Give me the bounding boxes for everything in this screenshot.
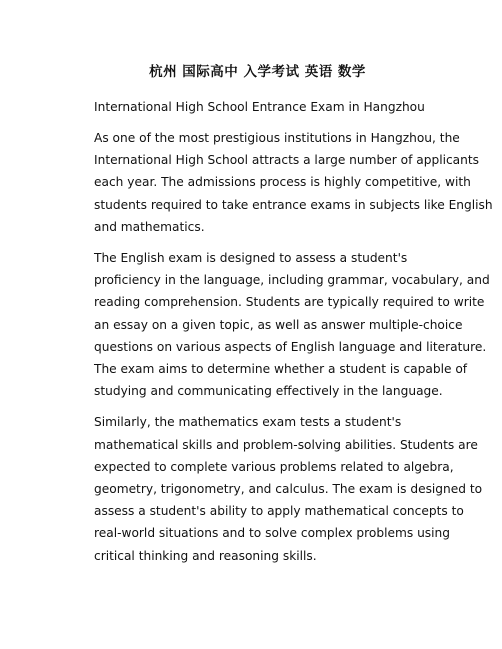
text-line: proficiency in the language, including grammar, vocabulary, and xyxy=(94,273,490,288)
text-line: reading comprehension. Students are typically required to write xyxy=(94,295,485,310)
text-line: questions on various aspects of English language and literature. xyxy=(94,339,487,354)
text-line: real-world situations and to solve complex problems using xyxy=(94,526,450,541)
text-line: As one of the most prestigious institutions in Hangzhou, the xyxy=(94,131,460,145)
text-line: assess a student's ability to apply mathematical concepts to xyxy=(94,504,464,519)
text-line: The exam aims to determine whether a student is capable of xyxy=(94,362,468,377)
paragraph-admissions xyxy=(69,127,493,238)
text-line: International High School attracts a large number of applicants xyxy=(94,153,479,168)
text-line: each year. The admissions process is highly competitive, with xyxy=(94,175,471,190)
paragraph-english-exam xyxy=(69,247,490,402)
text-line: studying and communicating effectively in the language. xyxy=(94,384,443,399)
document-subtitle: International High School Entrance Exam in Hangzhou xyxy=(94,100,425,114)
text-line: expected to complete various problems related to algebra, xyxy=(94,459,454,474)
paragraph-math-exam xyxy=(69,411,483,566)
text-line: critical thinking and reasoning skills. xyxy=(94,548,317,563)
text-line: Similarly, the mathematics exam tests a student's xyxy=(94,415,402,430)
document-title: 杭州 国际高中 入学考试 英语 数学 xyxy=(149,64,366,80)
text-line: students required to take entrance exams in subjects like English xyxy=(94,197,493,212)
text-line: geometry, trigonometry, and calculus. The exam is designed to xyxy=(94,482,483,497)
text-line: The English exam is designed to assess a student's xyxy=(94,251,408,266)
text-line: an essay on a given topic, as well as answer multiple-choice xyxy=(94,317,463,332)
text-line: and mathematics. xyxy=(94,219,205,234)
text-line: mathematical skills and problem-solving abilities. Students are xyxy=(94,437,478,452)
